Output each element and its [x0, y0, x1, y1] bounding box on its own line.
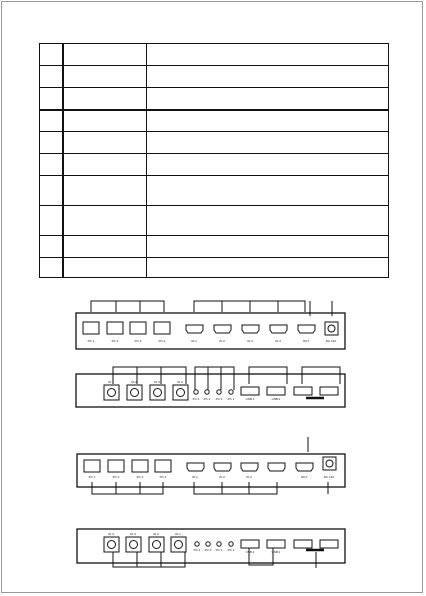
callout-line [222, 482, 249, 494]
led-label: PC 2 [215, 397, 223, 401]
hdmi-port-icon [241, 463, 258, 471]
port-label: USB 2 [245, 550, 255, 554]
dc-jack-icon [325, 322, 338, 335]
usb-port-icon [132, 460, 148, 472]
switch-knob-icon [108, 541, 116, 549]
led-label: PC 4 [192, 397, 200, 401]
port-label: OUT [302, 339, 310, 343]
dc-jack-icon [328, 325, 335, 332]
port-label: IN 2 [219, 339, 225, 343]
callout-bracket [194, 482, 277, 494]
led-label: PC 1 [227, 548, 235, 552]
port-label: PC 3 [134, 339, 142, 343]
hdmi-port-icon [186, 325, 203, 333]
hdmi-port-icon [268, 463, 285, 471]
switch-knob-icon [130, 541, 138, 549]
device-chassis [76, 313, 345, 349]
led-indicator-icon [217, 542, 221, 546]
callout-line [116, 301, 140, 312]
led-indicator-icon [206, 542, 210, 546]
usb-port-icon [154, 322, 170, 334]
port-label: IN 3 [247, 339, 253, 343]
port-label: IN 4 [275, 339, 281, 343]
led-label: PC 4 [193, 548, 201, 552]
port-label: PC 2 [111, 339, 119, 343]
port-label: PC 2 [112, 475, 120, 479]
knob-label: IN 4 [177, 380, 183, 384]
usb-port-icon [84, 460, 100, 472]
usb-port-icon [155, 460, 171, 472]
callout-bracket [249, 367, 287, 384]
led-indicator-icon [229, 542, 233, 546]
led-indicator-icon [217, 390, 221, 394]
switch-knob-icon [104, 537, 119, 552]
panel-front-rx [77, 437, 345, 494]
port-label: PC 4 [159, 475, 167, 479]
port-label: USB 1 [271, 550, 281, 554]
led-label: PC 3 [203, 397, 211, 401]
usb-port-icon [108, 460, 124, 472]
knob-label: IN 3 [154, 380, 160, 384]
usb-a-port-icon [241, 387, 259, 395]
switch-knob-icon [171, 537, 186, 552]
usb-a-port-icon [241, 540, 259, 548]
knob-label: IN 3 [130, 532, 136, 536]
knob-label: IN 1 [175, 532, 181, 536]
knob-label: IN 2 [153, 532, 159, 536]
usb-port-icon [83, 322, 99, 334]
switch-knob-icon [173, 385, 188, 400]
callout-line [116, 482, 140, 494]
hdmi-port-icon [214, 325, 231, 333]
port-label: USB 2 [271, 397, 281, 401]
hdmi-port-icon [270, 325, 287, 333]
led-label: PC 1 [227, 397, 235, 401]
port-label: DC 12V [325, 339, 337, 343]
knob-label: IN 2 [131, 380, 137, 384]
switch-knob-icon [126, 537, 141, 552]
callout-bracket [195, 367, 234, 390]
callout-line [137, 552, 161, 567]
dc-jack-icon [326, 460, 333, 467]
port-label: IN 1 [191, 339, 197, 343]
callout-line [310, 301, 332, 316]
port-label: DC 12V [323, 475, 335, 479]
hdmi-port-icon [187, 463, 204, 471]
callout-bracket [113, 552, 185, 567]
device-chassis [76, 374, 345, 407]
device-chassis [77, 529, 345, 563]
led-label: PC 2 [215, 548, 223, 552]
led-indicator-icon [195, 542, 199, 546]
usb-port-icon [130, 322, 146, 334]
usb-port-icon [107, 322, 123, 334]
port-label: IN 1 [192, 475, 198, 479]
switch-knob-icon [149, 537, 164, 552]
usb-a-port-icon [320, 540, 338, 548]
port-label: OUT [300, 475, 308, 479]
callout-bracket [91, 301, 164, 312]
port-label: PC 3 [136, 475, 144, 479]
switch-knob-icon [177, 389, 185, 397]
hdmi-port-icon [298, 325, 315, 333]
callout-line [222, 301, 278, 312]
usb-a-port-icon [267, 387, 285, 395]
usb-a-port-icon [294, 387, 312, 395]
hdmi-port-icon [296, 463, 313, 471]
switch-knob-icon [153, 541, 161, 549]
switch-knob-icon [108, 389, 116, 397]
switch-knob-icon [150, 385, 165, 400]
switch-knob-icon [127, 385, 142, 400]
port-label: USB 1 [245, 397, 255, 401]
led-label: PC 3 [204, 548, 212, 552]
switch-knob-icon [131, 389, 139, 397]
usb-a-port-icon [294, 540, 312, 548]
usb-a-port-icon [267, 540, 285, 548]
port-label: PC 4 [158, 339, 166, 343]
hdmi-port-icon [242, 325, 259, 333]
switch-knob-icon [175, 541, 183, 549]
led-indicator-icon [229, 390, 233, 394]
port-label: IN 3 [246, 475, 252, 479]
usb-a-port-icon [320, 387, 338, 395]
led-indicator-icon [205, 390, 209, 394]
port-label: PC 1 [87, 339, 95, 343]
port-label: PC 1 [88, 475, 96, 479]
callout-line [208, 367, 221, 390]
callout-bracket [92, 482, 163, 494]
panel-rear-tx [76, 367, 345, 407]
callout-bracket [302, 367, 340, 384]
knob-label: IN 4 [108, 532, 114, 536]
port-label: IN 2 [219, 475, 225, 479]
switch-knob-icon [104, 385, 119, 400]
dc-jack-icon [323, 457, 336, 470]
knob-label: IN 1 [108, 380, 114, 384]
callout-bracket [113, 367, 186, 384]
led-indicator-icon [194, 390, 198, 394]
switch-knob-icon [154, 389, 162, 397]
hdmi-port-icon [214, 463, 231, 471]
